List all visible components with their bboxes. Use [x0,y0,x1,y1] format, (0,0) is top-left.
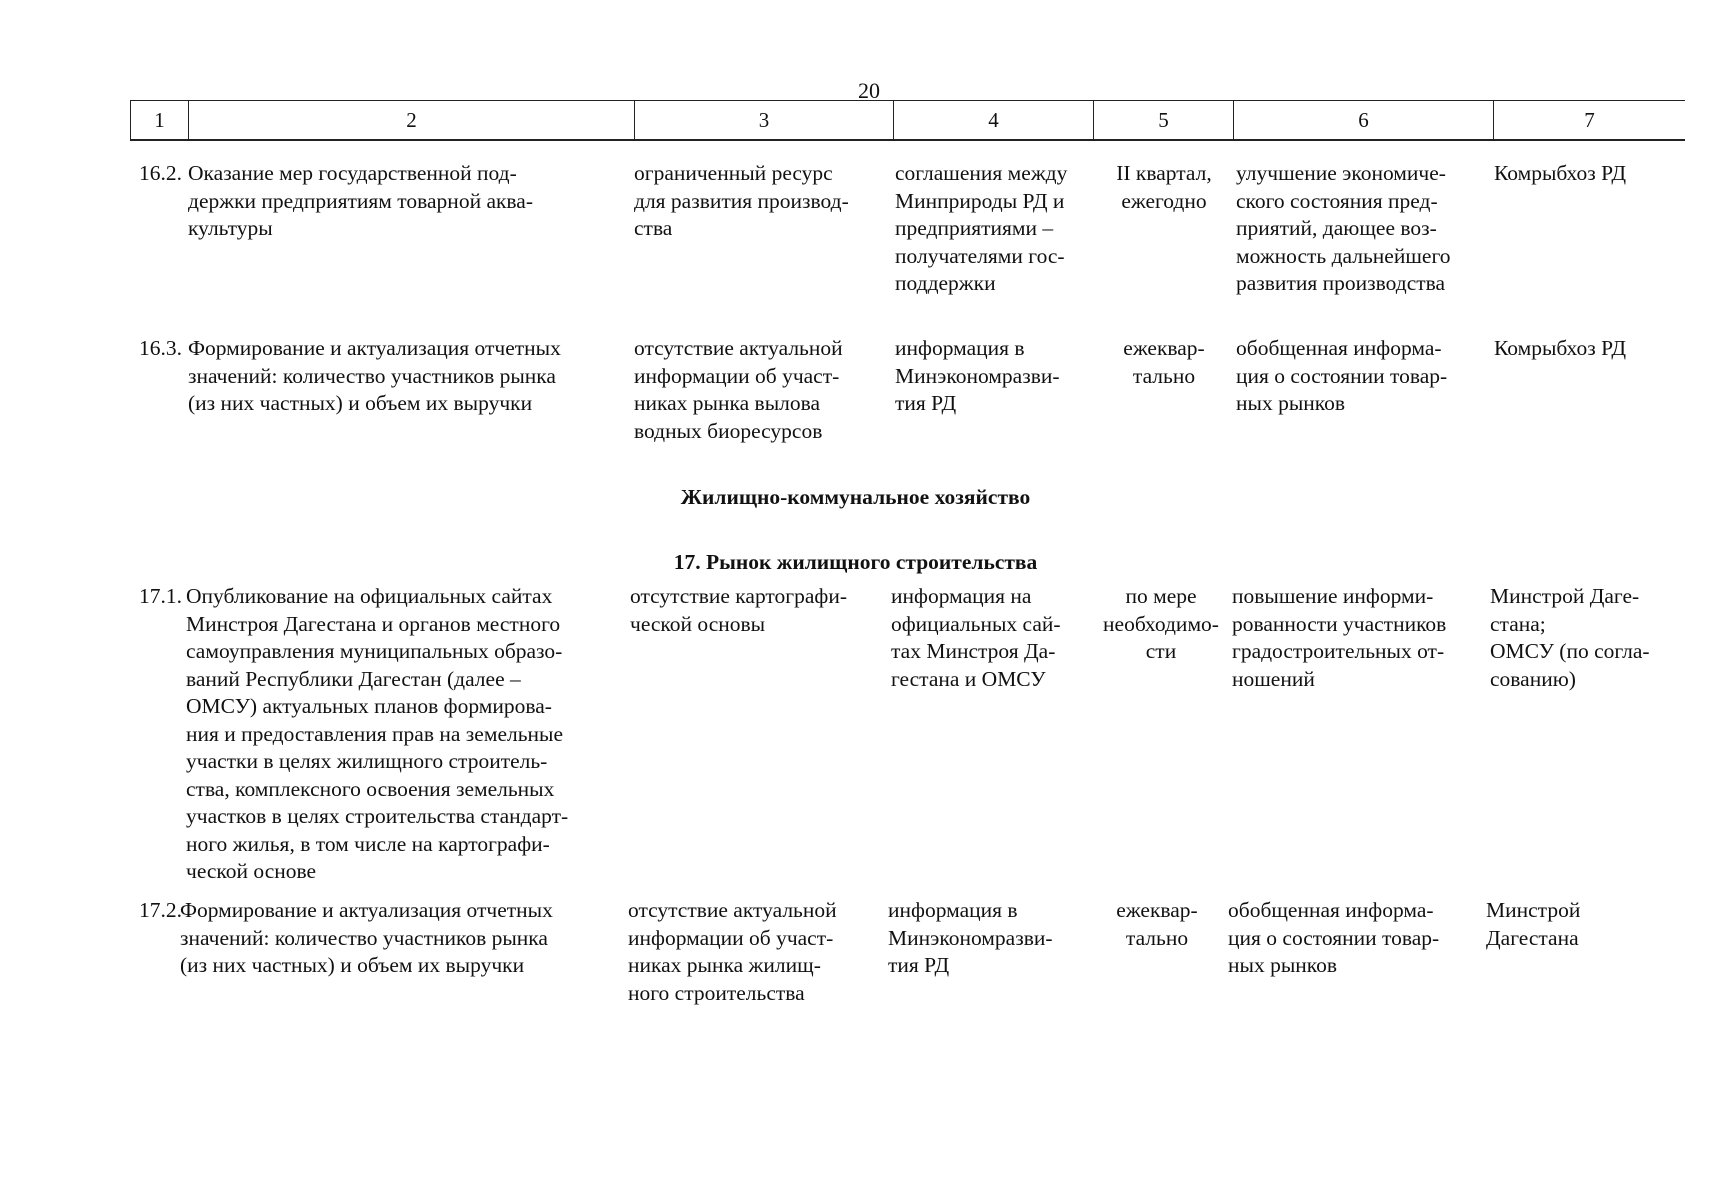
problem-text: ограниченный ресурс для развития производ- ства [634,161,849,240]
term-text: по мере необходимо- сти [1103,584,1219,663]
problem-text: отсутствие картографи- ческой основы [630,584,848,636]
term-text: ежеквар- тально [1116,898,1198,950]
document-text: информация в Минэкономразви- тия РД [895,336,1060,415]
header-col-4: 4 [893,101,1093,139]
header-col-2: 2 [188,101,634,139]
term-text: II квартал, ежегодно [1116,161,1212,213]
section-title: Жилищно-коммунальное хозяйство [680,485,1031,509]
header-col-3: 3 [634,101,893,139]
header-col-5: 5 [1093,101,1233,139]
measure-text: Опубликование на официальных сайтах Минстроя Дагестана и органов местного самоуправления муниципальных образо- ваний Республики Дагестан (далее – ОМСУ) актуальных планов формирова- ния и предоставления прав на земельные участки в целях жилищного строитель- ства, комплексного освоения земельных участков в целях строительства стандарт- ного жилья, в том числе на картографи- ческой основе [186,584,569,883]
result-text: улучшение экономиче- ского состояния пред- приятий, дающее воз- можность дальнейшего развития производства [1236,161,1451,295]
document-text: соглашения между Минприроды РД и предприятиями – получателями гос- поддержки [895,161,1068,295]
result-text: повышение информи- рованности участников градостроительных от- ношений [1232,584,1447,691]
problem-text: отсутствие актуальной информации об участ- никах рынка жилищ- ного строительства [628,898,837,1005]
header-col-7: 7 [1493,101,1685,139]
row-number: 16.2. [139,161,182,185]
responsible-text: Комрыбхоз РД [1494,161,1627,185]
measure-text: Формирование и актуализация отчетных значений: количество участников рынка (из них частных) и объем их выручки [188,336,561,415]
document-text: информация на официальных сай- тах Минстроя Да- гестана и ОМСУ [891,584,1061,691]
row-number: 17.2. [139,898,182,922]
table-header [130,100,1685,141]
result-text: обобщенная информа- ция о состоянии товар- ных рынков [1228,898,1440,977]
row-number: 17.1. [139,584,182,608]
measure-text: Формирование и актуализация отчетных значений: количество участников рынка (из них частных) и объем их выручки [180,898,553,977]
page-number: 20 [858,78,880,103]
responsible-text: Минстрой Дагестана [1486,898,1581,950]
responsible-text: Комрыбхоз РД [1494,336,1627,360]
problem-text: отсутствие актуальной информации об участ- никах рынка вылова водных биоресурсов [634,336,843,443]
header-col-1: 1 [130,101,188,139]
result-text: обобщенная информа- ция о состоянии товар- ных рынков [1236,336,1448,415]
document-text: информация в Минэкономразви- тия РД [888,898,1053,977]
measure-text: Оказание мер государственной под- держки предприятиям товарной аква- культуры [188,161,534,240]
header-col-6: 6 [1233,101,1493,139]
term-text: ежеквар- тально [1123,336,1205,388]
section-subtitle: 17. Рынок жилищного строительства [673,550,1038,574]
row-number: 16.3. [139,336,182,360]
responsible-text: Минстрой Даге- стана; ОМСУ (по согла- сованию) [1490,584,1650,691]
